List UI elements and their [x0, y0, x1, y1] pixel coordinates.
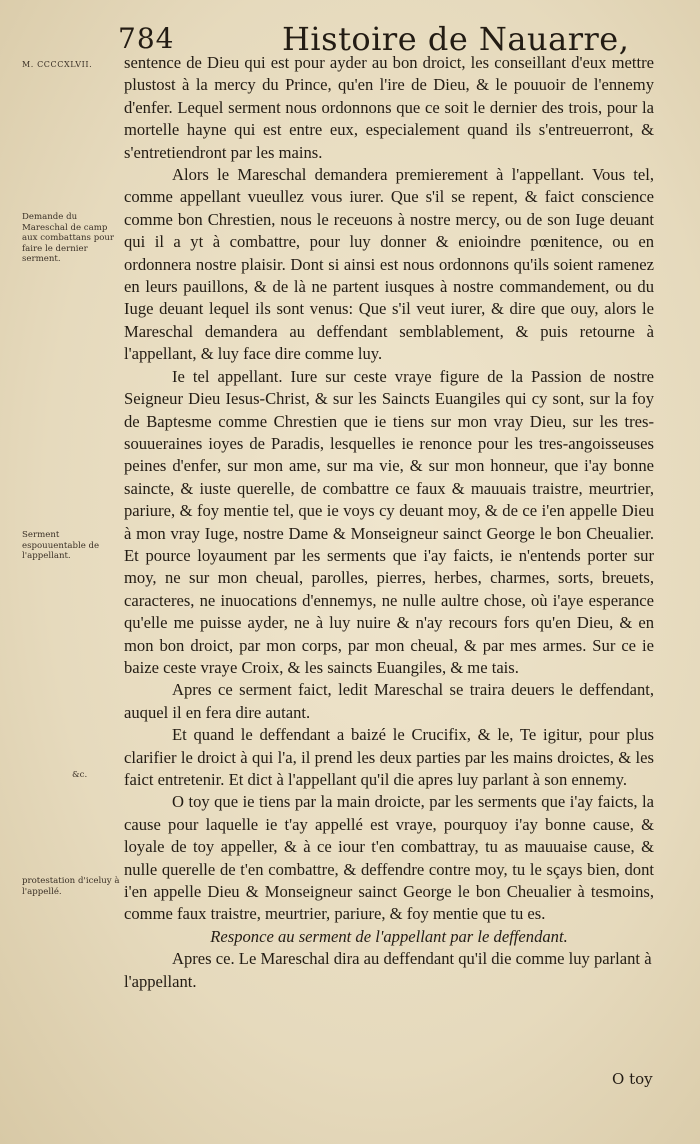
margin-note-serment: Serment espouuentable de l'appellant.: [22, 530, 100, 561]
running-head: Histoire de Nauarre,: [282, 20, 630, 58]
catchword: O toy: [612, 1070, 653, 1088]
paragraph: O toy que ie tiens par la main droicte, par les serments que i'ay faicts, la cause pour laquelle ie t'ay appellé est vraye, pourquoy i'ay bonne cause, & loyale de toy appeller, & à ce iour t'en combattray, tu as mauuaise cause, & nulle querelle de t'en combattre, & deffendre contre moy, tu le sçays bien, dont i'en appelle Dieu & Monseigneur sainct George le bon Cheualier à tesmoins, comme faux traistre, meurtrier, pariure, & foy mentie que tu es.: [124, 792, 654, 924]
margin-note-etc: &c.: [72, 770, 88, 780]
paragraph: Ie tel appellant. Iure sur ceste vraye figure de la Passion de nostre Seigneur Dieu Iesus-Christ, & sur les Saincts Euangiles qui cy sont, sur la foy de Baptesme comme Chrestien que ie tiens sur mon vray Dieu, sur les tres-souueraines ioyes de Paradis, lesquelles ie renonce pour les tres-angoisseuses peines d'enfer, sur mon ame, sur ma vie, & sur mon honneur, que i'ay bonne saincte, & iuste querelle, de combattre ce faux & mauuais traistre, meurtrier, pariure, & foy mentie tel, que ie voys cy deuant moy, & de ce i'en appelle Dieu à mon vray Iuge, nostre Dame & Monseigneur sainct George le bon Cheualier. Et pource loyaument par les serments que i'ay faicts, ie n'entends porter sur moy, ne sur mon cheual, parolles, pierres, herbes, charmes, sorts, breuets, caracteres, ne inuocations d'ennemys, ne nulle aultre chose, où i'aye esperance qu'elle me puisse ayder, ne à luy nuire & n'ay recours fors qu'en Dieu, & en mon bon droict, par mon corps, par mon cheual, & par mes armes. Sur ce ie baize ceste vraye Croix, & les saincts Euangiles, & me tais.: [124, 366, 654, 677]
paragraph: Apres ce. Le Mareschal dira au deffendant qu'il die comme luy parlant à l'appellant.: [124, 949, 652, 991]
paragraph: sentence de Dieu qui est pour ayder au bon droict, les conseillant d'eux mettre plustost à la mercy du Prince, qu'en l'ire de Dieu, & le pouuoir de l'ennemy d'enfer. Lequel serment nous ordonnons que ce soit le dernier des trois, pour la mortelle hayne qui est entre eux, especialement quand ils s'entreuerront, & s'entretiendront par les mains.: [124, 53, 654, 162]
margin-note-year: M. CCCCXLVII.: [22, 60, 93, 69]
paragraph: Apres ce serment faict, ledit Mareschal se traira deuers le deffendant, auquel il en fera dire autant.: [124, 680, 654, 722]
section-heading: Responce au serment de l'appellant par le deffendant.: [210, 926, 568, 946]
body-text: [124, 52, 654, 993]
paragraph: Et quand le deffendant a baizé le Crucifix, & le, Te igitur, pour plus clarifier le droict à qui l'a, il prend les deux parties par les mains droictes, & les faict entretenir. Et dict à l'appellant qu'il die apres luy parlant à son ennemy.: [124, 725, 654, 789]
paragraph: Alors le Mareschal demandera premierement à l'appellant. Vous tel, comme appellant vueullez vous iurer. Que s'il se repent, & faict conscience comme bon Chrestien, nous le receuons à nostre mercy, ou de son Iuge deuant qui il a yt à combattre, pour luy donner & enioindre pœnitence, ou en ordonnera nostre plaisir. Dont si ainsi est nous ordonnons qu'ils soient ramenez en leurs pauillons, & de là ne partent iusques à nostre commandement, ou du Iuge deuant lequel ils sont venus: Que s'il veut iurer, & dire que ouy, alors le Mareschal demandera au deffendant semblablement, & puis retourne à l'appellant, & luy face dire comme luy.: [124, 165, 654, 364]
margin-note-demande: Demande du Mareschal de camp aux combattans pour faire le dernier serment.: [22, 212, 115, 264]
page-number: 784: [118, 22, 175, 55]
margin-note-protestation: protestation d'iceluy à l'appellé.: [22, 876, 120, 897]
